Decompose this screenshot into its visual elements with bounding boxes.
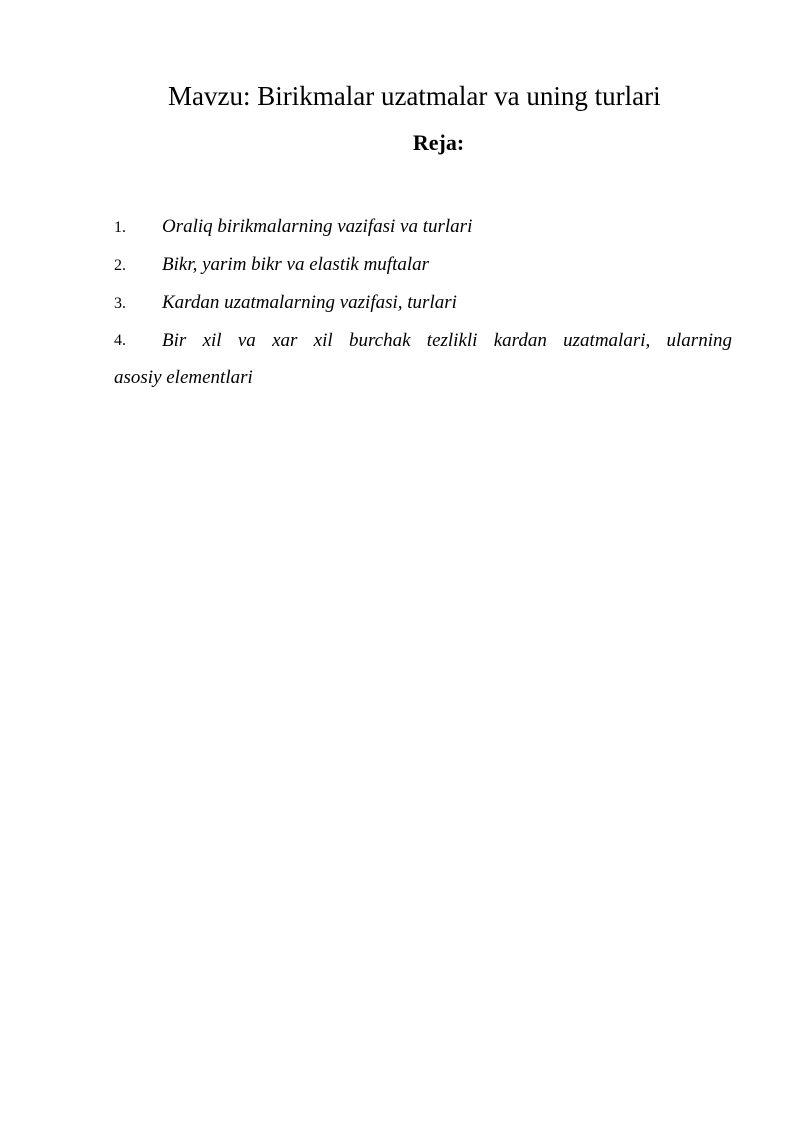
plan-item-4-line-1	[114, 322, 732, 359]
plan-heading-container	[0, 0, 800, 200]
plan-item-4-word: burchak	[348, 330, 411, 351]
plan-item-4-line-2: asosiy elementlari	[114, 367, 253, 388]
plan-item-number: 3.	[114, 295, 126, 312]
plan-item-number: 1.	[114, 219, 126, 236]
plan-heading: Reja:	[412, 130, 465, 155]
plan-item-text: Kardan uzatmalarning vazifasi, turlari	[162, 292, 457, 313]
plan-item-number: 2.	[114, 257, 126, 274]
plan-item-number: 4.	[114, 332, 126, 349]
document-title: Mavzu: Birikmalar uzatmalar va uning turlari	[168, 81, 661, 111]
plan-item-text: Oraliq birikmalarning vazifasi va turlari	[162, 216, 473, 237]
plan-item-4-word: xar	[272, 330, 298, 351]
plan-list	[114, 208, 732, 396]
plan-item-4	[114, 322, 732, 396]
plan-item-4-word: kardan	[493, 330, 547, 351]
plan-item-4-word: xil	[202, 330, 222, 351]
plan-item-4-word: tezlikli	[426, 330, 478, 351]
plan-item-3	[114, 284, 732, 322]
plan-item-2	[114, 246, 732, 284]
plan-item-4-word: xil	[313, 330, 333, 351]
plan-item-4-word: Bir	[162, 330, 187, 351]
plan-item-4-word: va	[237, 330, 256, 351]
plan-item-1	[114, 208, 732, 246]
plan-item-4-word: uzatmalari,	[563, 330, 651, 351]
plan-item-4-words	[162, 322, 732, 359]
plan-item-text: Bikr, yarim bikr va elastik muftalar	[162, 254, 430, 275]
plan-item-4-word: ularning	[666, 330, 732, 351]
